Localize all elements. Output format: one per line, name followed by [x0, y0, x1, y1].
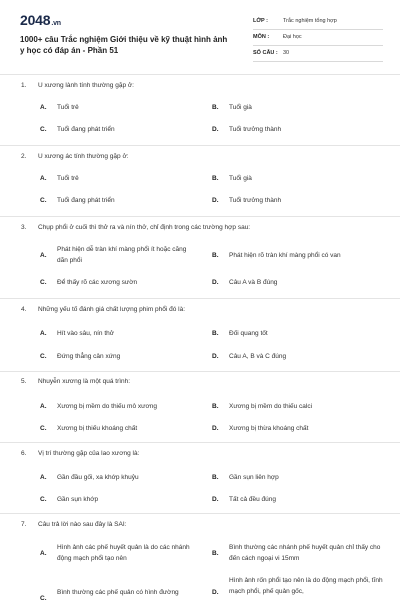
question-line: [0, 153, 400, 165]
question-block: 2. U xương ác tính thường gặp ở: A. Tuổi trẻ B. Tuổi già C. Tuổi đang phát triển D. Tuổi trưởng thành: [0, 153, 400, 165]
question-line: [0, 224, 400, 236]
site-logo[interactable]: 2048.vn: [20, 12, 61, 28]
question-number: 2.: [21, 153, 27, 160]
question-line: [0, 378, 400, 390]
question-text: U xương lành tính thường gặp ở:: [38, 82, 134, 89]
meta-key: LỚP :: [253, 18, 268, 24]
question-number: 6.: [21, 450, 27, 457]
question-divider: [0, 371, 400, 372]
question-number: 5.: [21, 378, 27, 385]
question-text: Câu trả lời nào sau đây là SAI:: [38, 521, 127, 528]
meta-key: MÔN :: [253, 34, 270, 40]
question-block: 7. Câu trả lời nào sau đây là SAI: A. Hình ảnh các phế huyết quản là do các nhánh động mạch phổi tạo nên B. Bình thường các nhánh phế huyết quản chỉ thấy cho đến cách ngoại vi 15mm C. Bình thường các phế quản có hình đường D. Hình ảnh rốn phổi tạo nên là do động mạch phổi, tĩnh mạch phổi, phế quản gốc,: [0, 521, 400, 533]
question-line: [0, 521, 400, 533]
question-divider: [0, 216, 400, 217]
meta-key: SỐ CÂU :: [253, 50, 278, 56]
question-text: Vị trí thường gặp của lao xương là:: [38, 450, 140, 457]
question-block: 5. Nhuyễn xương là một quá trình: A. Xương bị mềm do thiếu mô xương B. Xương bị mềm do thiếu calci C. Xương bị thiếu khoáng chất D. Xương bị thừa khoáng chất: [0, 378, 400, 390]
meta-value: Đại học: [283, 34, 302, 40]
question-number: 1.: [21, 82, 27, 89]
question-line: [0, 82, 400, 94]
question-divider: [0, 442, 400, 443]
question-text: U xương ác tính thường gặp ở:: [38, 153, 129, 160]
document-title: 1000+ câu Trắc nghiệm Giới thiệu về kỹ thuật hình ảnh y học có đáp án - Phần 51: [20, 35, 228, 55]
question-block: 6. Vị trí thường gặp của lao xương là: A. Gần đầu gối, xa khớp khuỷu B. Gần sụn liên hợp C. Gần sụn khớp D. Tất cả đều đúng: [0, 450, 400, 462]
question-text: Chụp phổi ở cuối thì thở ra và nín thở, chỉ định trong các trường hợp sau:: [38, 224, 251, 231]
question-block: 4. Những yếu tố đánh giá chất lượng phim phổi đó là: A. Hít vào sâu, nín thở B. Đối quang tốt C. Đứng thẳng cân xứng D. Câu A, B và C đúng: [0, 306, 400, 318]
page-header: [0, 0, 400, 70]
meta-row-class: [253, 14, 383, 30]
question-block: 3. Chụp phổi ở cuối thì thở ra và nín thở, chỉ định trong các trường hợp sau: A. Phát hiện dễ tràn khí màng phổi ít hoặc căng dãn phổi B. Phát hiện rõ tràn khí màng phổi có van C. Để thấy rõ các xương sườn D. Câu A và B đúng: [0, 224, 400, 236]
question-divider: [0, 145, 400, 146]
meta-row-subject: [253, 30, 383, 46]
question-divider: [0, 298, 400, 299]
question-line: [0, 450, 400, 462]
meta-value: Trắc nghiệm tổng hợp: [283, 18, 337, 24]
meta-value: 30: [283, 50, 290, 56]
question-text: Nhuyễn xương là một quá trình:: [38, 378, 131, 385]
question-number: 7.: [21, 521, 27, 528]
question-text: Những yếu tố đánh giá chất lượng phim phổi đó là:: [38, 306, 186, 313]
question-number: 3.: [21, 224, 27, 231]
question-block: 1. U xương lành tính thường gặp ở: A. Tuổi trẻ B. Tuổi già C. Tuổi đang phát triển D. Tuổi trưởng thành: [0, 82, 400, 94]
question-line: [0, 306, 400, 318]
question-divider: [0, 513, 400, 514]
header-divider: [0, 74, 400, 75]
meta-table: [253, 14, 383, 62]
question-number: 4.: [21, 306, 27, 313]
meta-row-count: [253, 46, 383, 62]
